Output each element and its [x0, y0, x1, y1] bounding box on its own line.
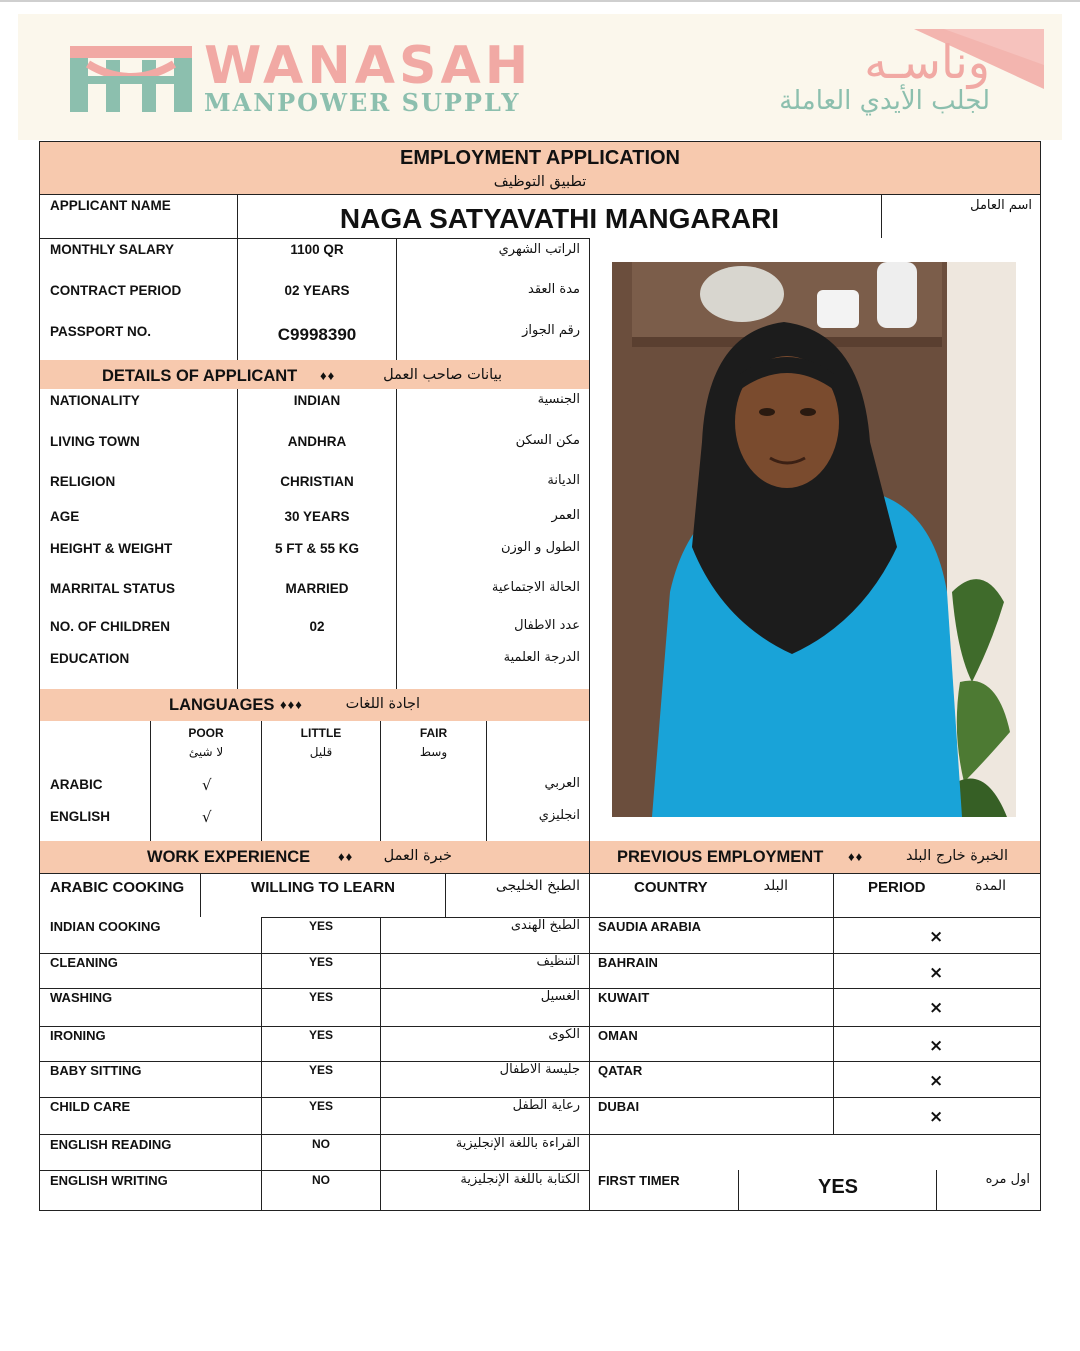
country-dubai: DUBAI	[598, 1099, 640, 1114]
dubai-period-x-icon: ×	[929, 1107, 944, 1127]
height-weight-value: 5 FT & 55 KG	[274, 541, 360, 556]
language-english-check-icon: √	[202, 808, 212, 826]
kuwait-period-x-icon: ×	[929, 998, 944, 1018]
language-english-label: ENGLISH	[50, 809, 111, 824]
first-timer-label: FIRST TIMER	[598, 1173, 680, 1188]
marital-status-label: MARRITAL STATUS	[50, 581, 175, 596]
english-writing-value: NO	[312, 1173, 330, 1187]
contract-period-value: 02 YEARS	[284, 283, 350, 298]
level-little: LITTLE	[300, 726, 342, 740]
period-label-arabic: المدة	[975, 878, 1006, 894]
ironing-value: YES	[308, 1028, 333, 1042]
details-heading-arabic: بيانات صاحب العمل	[383, 367, 502, 383]
child-care-value: YES	[308, 1099, 333, 1113]
applicant-name-label: APPLICANT NAME	[50, 198, 171, 213]
applicant-photo	[612, 262, 1016, 817]
indian-cooking-label: INDIAN COOKING	[50, 919, 161, 934]
country-oman: OMAN	[598, 1028, 638, 1043]
religion-label: RELIGION	[50, 474, 116, 489]
oman-period-x-icon: ×	[929, 1036, 944, 1056]
cleaning-value: YES	[308, 955, 333, 969]
arabic-cooking-label-arabic: الطبخ الخليجى	[495, 878, 580, 894]
english-reading-label-arabic: القراءة باللغة الإنجليزية	[455, 1136, 580, 1151]
living-town-value: ANDHRA	[287, 434, 347, 449]
level-fair-arabic: وسط	[419, 745, 448, 759]
passport-number-label-arabic: رقم الجواز	[522, 323, 580, 338]
cleaning-label: CLEANING	[50, 955, 118, 970]
nationality-value: INDIAN	[293, 393, 341, 408]
bahrain-period-x-icon: ×	[929, 963, 944, 983]
living-town-label: LIVING TOWN	[50, 434, 140, 449]
saudi-arabia-period-x-icon: ×	[929, 927, 944, 947]
form-title: EMPLOYMENT APPLICATION	[400, 147, 680, 169]
language-arabic-check-icon: √	[202, 776, 212, 794]
arabic-cooking-value: WILLING TO LEARN	[251, 879, 395, 896]
baby-sitting-value: YES	[308, 1063, 333, 1077]
children-value: 02	[309, 619, 325, 634]
indian-cooking-value: YES	[308, 919, 333, 933]
washing-label-arabic: الغسيل	[540, 989, 580, 1004]
child-care-label-arabic: رعاية الطفل	[512, 1098, 580, 1113]
country-kuwait: KUWAIT	[598, 990, 650, 1005]
language-arabic-label: ARABIC	[50, 777, 103, 792]
level-poor-arabic: لا شيئ	[188, 745, 224, 759]
indian-cooking-label-arabic: الطبخ الهندى	[510, 918, 580, 933]
age-value: 30 YEARS	[284, 509, 350, 524]
marital-status-value: MARRIED	[285, 581, 349, 596]
work-experience-heading: WORK EXPERIENCE	[147, 848, 311, 866]
child-care-label: CHILD CARE	[50, 1099, 131, 1114]
languages-band	[40, 689, 589, 721]
ironing-label-arabic: الكوى	[548, 1027, 580, 1042]
height-weight-label-arabic: الطول و الوزن	[500, 540, 580, 555]
ironing-label: IRONING	[50, 1028, 106, 1043]
qatar-period-x-icon: ×	[929, 1071, 944, 1091]
english-writing-label: ENGLISH WRITING	[50, 1173, 168, 1188]
baby-sitting-label: BABY SITTING	[50, 1063, 142, 1078]
religion-value: CHRISTIAN	[280, 474, 354, 489]
passport-number-value: C9998390	[277, 325, 357, 344]
contract-period-label-arabic: مدة العقد	[528, 282, 580, 297]
first-timer-value: YES	[817, 1176, 859, 1198]
logo-wordmark-arabic: وناسـه	[864, 35, 990, 89]
nationality-label: NATIONALITY	[50, 393, 140, 408]
logo-wordmark: WANASAH	[204, 36, 533, 96]
monthly-salary-label-arabic: الراتب الشهري	[498, 242, 580, 257]
languages-heading-arabic: اجادة اللغات	[345, 696, 420, 712]
education-label-arabic: الدرجة العلمية	[503, 650, 580, 665]
employment-application-form	[39, 141, 1041, 1211]
religion-label-arabic: الديانة	[547, 473, 580, 488]
children-label-arabic: عدد الاطفال	[514, 618, 580, 633]
level-little-arabic: قليل	[309, 745, 333, 759]
living-town-label-arabic: مكن السكن	[515, 433, 580, 448]
logo-subtitle-arabic: لجلب الأيدي العاملة	[779, 86, 990, 116]
country-bahrain: BAHRAIN	[598, 955, 658, 970]
height-weight-label: HEIGHT & WEIGHT	[50, 541, 173, 556]
monthly-salary-value: 1100 QR	[290, 242, 344, 257]
washing-label: WASHING	[50, 990, 113, 1005]
passport-number-label: PASSPORT NO.	[50, 324, 152, 339]
details-diamonds: ♦♦	[320, 368, 336, 383]
country-qatar: QATAR	[598, 1063, 643, 1078]
country-label-arabic: البلد	[763, 878, 788, 894]
marital-status-label-arabic: الحالة الاجتماعية	[491, 580, 580, 595]
details-heading: DETAILS OF APPLICANT	[102, 367, 298, 385]
languages-heading: LANGUAGES	[169, 696, 275, 714]
country-saudi-arabia: SAUDIA ARABIA	[598, 919, 702, 934]
applicant-name-value: NAGA SATYAVATHI MANGARARI	[339, 203, 780, 234]
english-writing-label-arabic: الكتابة باللغة الإنجليزية	[460, 1172, 580, 1187]
country-label: COUNTRY	[634, 879, 708, 896]
company-logo-icon	[70, 46, 192, 112]
language-english-label-arabic: انجليزي	[538, 808, 580, 823]
form-title-arabic: تطبيق التوظيف	[493, 174, 587, 190]
children-label: NO. OF CHILDREN	[50, 619, 170, 634]
applicant-name-label-arabic: اسم العامل	[970, 198, 1032, 213]
education-label: EDUCATION	[50, 651, 130, 666]
english-reading-label: ENGLISH READING	[50, 1137, 172, 1152]
previous-employment-diamonds: ♦♦	[848, 849, 864, 864]
applicant-photo-image	[612, 262, 1016, 817]
level-fair: FAIR	[419, 726, 448, 740]
baby-sitting-label-arabic: جليسة الاطفال	[499, 1062, 580, 1077]
languages-diamonds: ♦♦♦	[280, 697, 303, 712]
level-poor: POOR	[188, 726, 224, 740]
age-label-arabic: العمر	[551, 508, 580, 523]
language-arabic-label-arabic: العربي	[544, 776, 580, 791]
english-reading-value: NO	[312, 1137, 330, 1151]
first-timer-label-arabic: اول مره	[985, 1172, 1030, 1187]
work-experience-diamonds: ♦♦	[338, 849, 354, 864]
previous-employment-heading: PREVIOUS EMPLOYMENT	[617, 848, 824, 866]
contract-period-label: CONTRACT PERIOD	[50, 283, 182, 298]
nationality-label-arabic: الجنسية	[537, 392, 580, 407]
monthly-salary-label: MONTHLY SALARY	[50, 242, 175, 257]
period-label: PERIOD	[868, 879, 926, 896]
previous-employment-heading-arabic: الخبرة خارج البلد	[906, 848, 1008, 864]
cleaning-label-arabic: التنظيف	[536, 954, 580, 969]
arabic-cooking-label: ARABIC COOKING	[50, 879, 185, 896]
logo-subtitle: MANPOWER SUPPLY	[204, 88, 521, 117]
work-experience-heading-arabic: خبرة العمل	[383, 848, 452, 864]
age-label: AGE	[50, 509, 80, 524]
washing-value: YES	[308, 990, 333, 1004]
